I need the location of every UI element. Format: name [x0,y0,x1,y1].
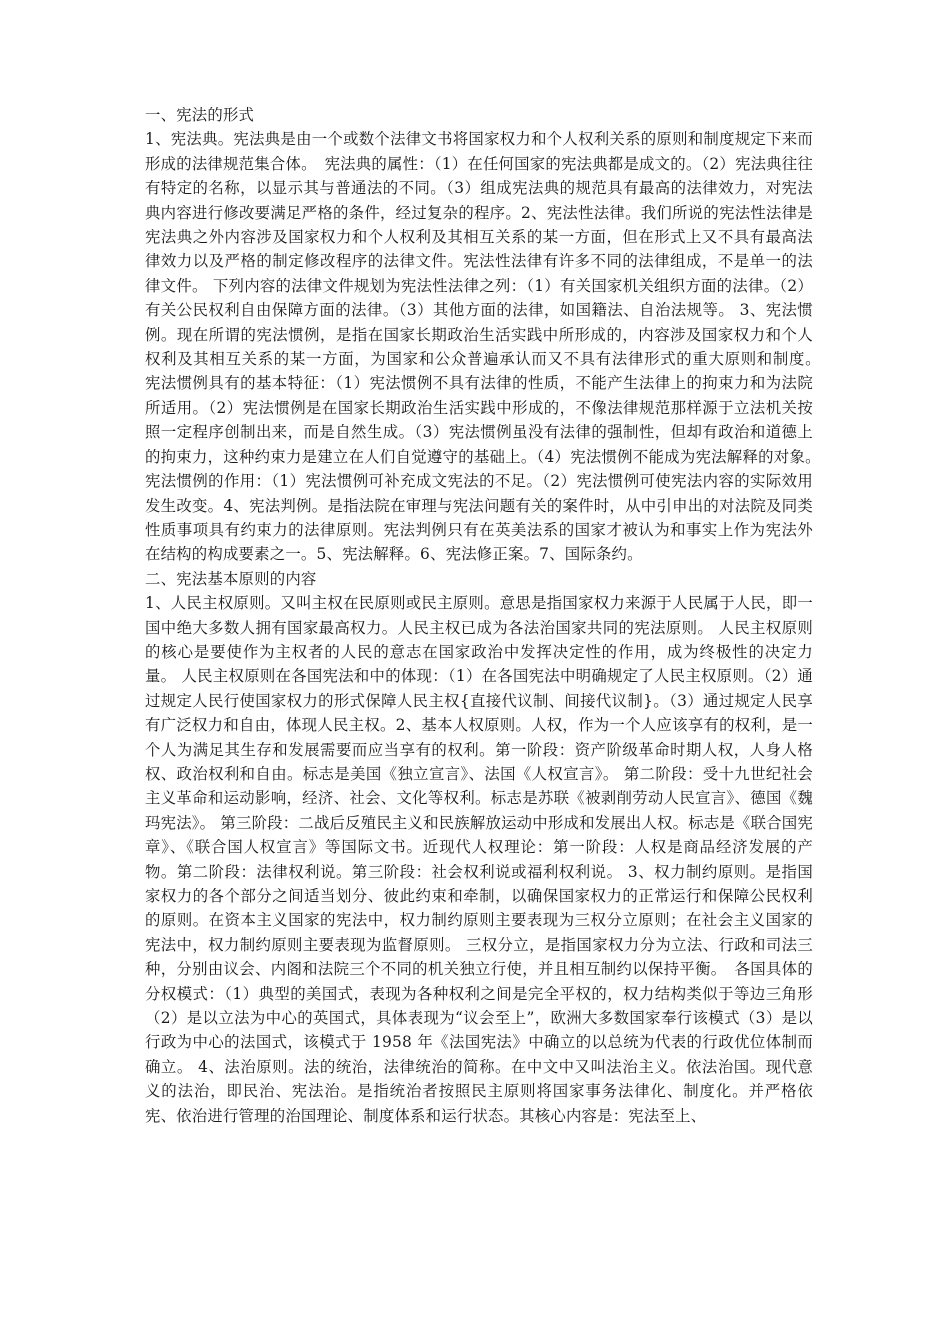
section-paragraph-basic-principles: 1、人民主权原则。又叫主权在民原则或民主原则。意思是指国家权力来源于人民属于人民，即一国中绝大多数人拥有国家最高权力。人民主权已成为各法治国家共同的宪法原则。 人民主权原则的核心是要使作为主权者的人民的意志在国家政治中发挥决定性的作用，成为终极性的决定力量。 人民主权原则在各国宪法和中的体现：（1）在各国宪法中明确规定了人民主权原则。（2）通过规定人民行使国家权力的形式保障人民主权{直接代议制、间接代议制}。（3）通过规定人民享有广泛权力和自由，体现人民主权。2、基本人权原则。人权，作为一个人应该享有的权利，是一个人为满足其生存和发展需要而应当享有的权利。第一阶段：资产阶级革命时期人权，人身人格权、政治权利和自由。标志是美国《独立宣言》、法国《人权宣言》。 第二阶段：受十九世纪社会主义革命和运动影响，经济、社会、文化等权利。标志是苏联《被剥削劳动人民宣言》、德国《魏玛宪法》。 第三阶段：二战后反殖民主义和民族解放运动中形成和发展出人权。标志是《联合国宪章》、《联合国人权宣言》等国际文书。近现代人权理论：第一阶段：人权是商品经济发展的产物。第二阶段：法律权利说。第三阶段：社会权利说或福利权利说。 3、权力制约原则。是指国家权力的各个部分之间适当划分、彼此约束和牵制，以确保国家权力的正常运行和保障公民权利的原则。在资本主义国家的宪法中，权力制约原则主要表现为三权分立原则；在社会主义国家的宪法中，权力制约原则主要表现为监督原则。 三权分立，是指国家权力分为立法、行政和司法三种，分别由议会、内阁和法院三个不同的机关独立行使，并且相互制约以保持平衡。 各国具体的分权模式：（1）典型的美国式，表现为各种权利之间是完全平权的，权力结构类似于等边三角形（2）是以立法为中心的英国式，具体表现为“议会至上”，欧洲大多数国家奉行该模式（3）是以行政为中心的法国式，该模式于 1958 年《法国宪法》中确立的以总统为代表的行政优位体制而确立。 4、法治原则。法的统治，法律统治的简称。在中文中又叫法治主义。依法治国。现代意义的法治，即民治、宪法治。是指统治者按照民主原则将国家事务法律化、制度化。并严格依宪、依治进行管理的治国理论、制度体系和运行状态。其核心内容是：宪法至上、 [145,594,813,1125]
section-heading-constitution-forms: 一、宪法的形式 [145,106,255,124]
section-paragraph-constitution-forms: 1、宪法典。宪法典是由一个或数个法律文书将国家权力和个人权利关系的原则和制度规定下来而形成的法律规范集合体。 宪法典的属性：（1）在任何国家的宪法典都是成文的。（2）宪法典往往有特定的名称，以显示其与普通法的不同。（3）组成宪法典的规范具有最高的法律效力，对宪法典内容进行修改要满足严格的条件，经过复杂的程序。2、宪法性法律。我们所说的宪法性法律是宪法典之外内容涉及国家权力和个人权利及其相互关系的某一方面，但在形式上又不具有最高法律效力以及严格的制定修改程序的法律文件。宪法性法律有许多不同的法律组成，不是单一的法律文件。 下列内容的法律文件规划为宪法性法律之列：（1）有关国家机关组织方面的法律。（2）有关公民权利自由保障方面的法律。（3）其他方面的法律，如国籍法、自治法规等。 3、宪法惯例。现在所谓的宪法惯例，是指在国家长期政治生活实践中所形成的，内容涉及国家权力和个人权利及其相互关系的某一方面，为国家和公众普遍承认而又不具有法律形式的重大原则和制度。 宪法惯例具有的基本特征：（1）宪法惯例不具有法律的性质，不能产生法律上的拘束力和为法院所适用。（2）宪法惯例是在国家长期政治生活实践中形成的，不像法律规范那样源于立法机关按照一定程序创制出来，而是自然生成。（3）宪法惯例虽没有法律的强制性，但却有政治和道德上的拘束力，这种约束力是建立在人们自觉遵守的基础上。（4）宪法惯例不能成为宪法解释的对象。 宪法惯例的作用：（1）宪法惯例可补充成文宪法的不足。（2）宪法惯例可使宪法内容的实际效用发生改变。4、宪法判例。是指法院在审理与宪法问题有关的案件时，从中引申出的对法院及同类性质事项具有约束力的法律原则。宪法判例只有在英美法系的国家才被认为和事实上作为宪法外在结构的构成要素之一。5、宪法解释。6、宪法修正案。7、国际条约。 [145,130,829,564]
document-body [145,103,829,1128]
section-heading-basic-principles: 二、宪法基本原则的内容 [145,569,317,588]
